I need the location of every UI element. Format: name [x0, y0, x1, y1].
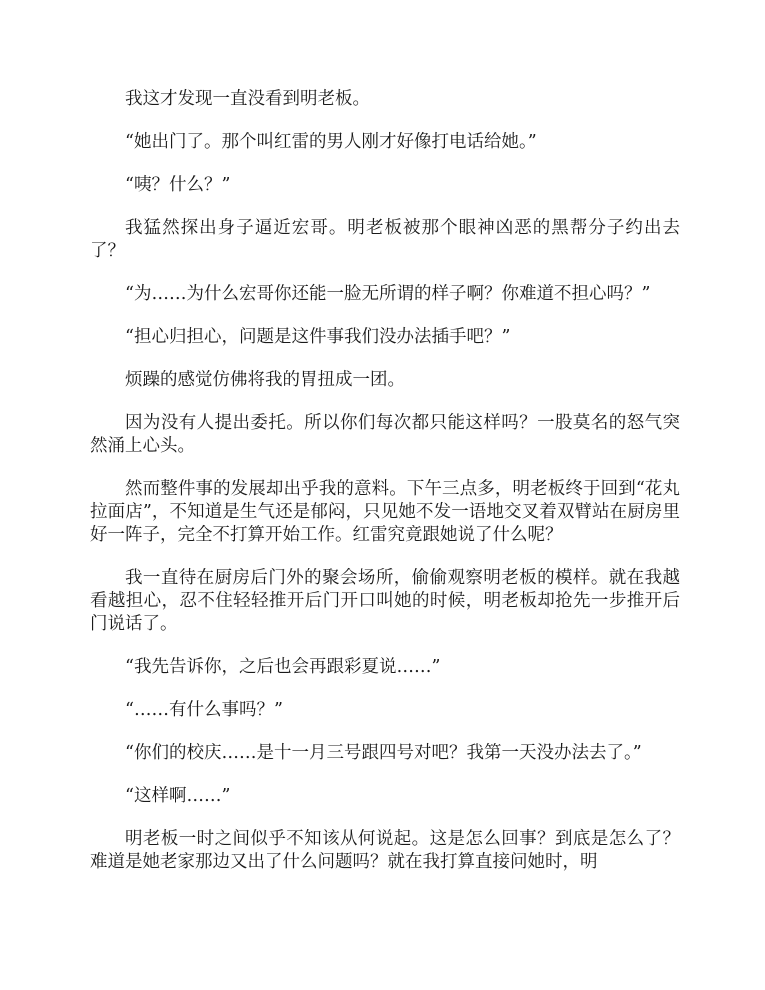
paragraph-12: “……有什么事吗？”: [125, 700, 283, 720]
paragraph-4: 我猛然探出身子逼近宏哥。明老板被那个眼神凶恶的黑帮分子约出去了？: [90, 218, 680, 261]
paragraph-2: “她出门了。那个叫红雷的男人刚才好像打电话给她。”: [125, 132, 537, 152]
paragraph-13: “你们的校庆……是十一月三号跟四号对吧？我第一天没办法去了。”: [125, 743, 642, 763]
paragraph-5: “为……为什么宏哥你还能一脸无所谓的样子啊？你难道不担心吗？”: [125, 284, 651, 304]
paragraph-3: “咦？什么？”: [125, 175, 231, 195]
paragraph-11: “我先告诉你，之后也会再跟彩夏说……”: [125, 657, 441, 677]
paragraph-9: 然而整件事的发展却出乎我的意料。下午三点多，明老板终于回到“花丸拉面店”，不知道是生气还是郁闷，只见她不发一语地交叉着双臂站在厨房里好一阵子，完全不打算开始工作。红雷究竟跟她说了什么呢？: [90, 479, 680, 545]
paragraph-15: 明老板一时之间似乎不知该从何说起。这是怎么回事？到底是怎么了？难道是她老家那边又出了什么问题吗？就在我打算直接问她时，明: [90, 829, 680, 872]
paragraph-7: 烦躁的感觉仿佛将我的胃扭成一团。: [125, 370, 405, 390]
paragraph-10: 我一直待在厨房后门外的聚会场所，偷偷观察明老板的模样。就在我越看越担心，忍不住轻轻推开后门开口叫她的时候，明老板却抢先一步推开后门说话了。: [90, 568, 680, 634]
text-body: [90, 88, 680, 894]
paragraph-14: “这样啊……”: [125, 786, 231, 806]
paragraph-1: 我这才发现一直没看到明老板。: [125, 89, 370, 109]
paragraph-8: 因为没有人提出委托。所以你们每次都只能这样吗？一股莫名的怒气突然涌上心头。: [90, 413, 680, 456]
paragraph-6: “担心归担心，问题是这件事我们没办法插手吧？”: [125, 327, 511, 347]
